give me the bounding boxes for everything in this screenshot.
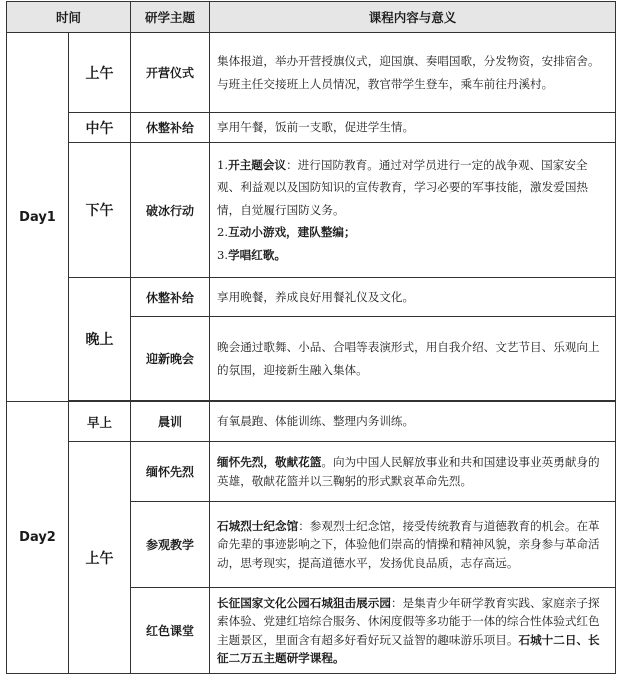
item-number: 1. (217, 157, 229, 172)
day1-morning-topic: 开营仪式 (131, 33, 210, 113)
agenda-item-2 (217, 221, 609, 244)
day2-morning-topic-2: 参观教学 (131, 502, 210, 588)
agenda-item-3 (217, 244, 609, 267)
content-lead: 长征国家文化公园石城狙击展示园 (217, 595, 391, 610)
day1-noon-slot: 中午 (69, 113, 131, 143)
day1-label: Day1 (7, 33, 69, 402)
content-text: 享用晚餐，养成良好用餐礼仪及文化。 (217, 289, 415, 304)
content-text: 有氧晨跑、体能训练、整理内务训练。 (217, 414, 415, 429)
day1-evening-content-1 (210, 278, 616, 317)
day1-afternoon-slot: 下午 (69, 143, 131, 278)
header-row (7, 2, 616, 33)
day2-early-content (210, 402, 616, 442)
item-number: 2. (217, 225, 229, 240)
day2-morning-content-1 (210, 442, 616, 502)
content-body: ：是集青少年研学教育实践、家庭亲子探索体验、党建红培综合服务、休闲度假等多功能于一体的综合性体验式红色主题景区，里面含有超多好看好玩又益智的趣味游乐项目。 (217, 595, 600, 647)
content-text (217, 594, 609, 668)
table-row (7, 143, 616, 278)
table-row (7, 278, 616, 317)
item-number: 3. (217, 247, 229, 262)
day1-evening-slot: 晚上 (69, 278, 131, 401)
header-topic: 研学主题 (131, 2, 210, 33)
day1-evening-content-2 (210, 317, 616, 401)
table-row (7, 402, 616, 442)
day2-morning-content-2 (210, 502, 616, 588)
agenda-item-1 (217, 154, 609, 222)
content-body: 。向为中国人民解放事业和共和国建设事业英勇献身的英雄，敬献花篮并以三鞠躬的形式默哀革命先烈。 (217, 455, 600, 488)
content-lead: 石城烈士纪念馆 (217, 518, 299, 533)
table-row (7, 33, 616, 113)
day1-noon-topic: 休整补给 (131, 113, 210, 143)
content-body: ：参观烈士纪念馆，接受传统教育与道德教育的机会。在革命先辈的事迹影响之下，体验他们崇高的情操和精神风貌，亲身参与革命活动，思考现实，提高道德水平，发扬优良品质，志存高远。 (217, 518, 600, 570)
day2-morning-topic-1: 缅怀先烈 (131, 442, 210, 502)
content-lead: 缅怀先烈，敬献花篮 (217, 455, 322, 469)
item-title: 学唱红歌。 (228, 247, 287, 262)
table-row (7, 113, 616, 143)
item-title: 开主题会议 (228, 157, 287, 172)
day1-evening-topic-2: 迎新晚会 (131, 317, 210, 401)
content-text: 集体报道，举办开营授旗仪式，迎国旗、奏唱国歌，分发物资，安排宿舍。与班主任交接班上人员情况，教官带学生登车，乘车前往丹溪村。 (217, 54, 600, 91)
day1-evening-topic-1: 休整补给 (131, 278, 210, 317)
item-title: 互动小游戏，建队整编； (228, 225, 356, 240)
schedule-table (6, 1, 616, 674)
content-text (217, 453, 609, 490)
day2-morning-slot: 上午 (69, 442, 131, 674)
day2-label: Day2 (7, 402, 69, 674)
content-text: 享用午餐，饭前一支歌，促进学生情。 (217, 120, 415, 135)
table-row (7, 442, 616, 502)
content-text (217, 517, 609, 573)
day2-early-slot: 早上 (69, 402, 131, 442)
header-content: 课程内容与意义 (210, 2, 616, 33)
day2-morning-topic-3: 红色课堂 (131, 588, 210, 674)
day1-noon-content (210, 113, 616, 143)
item-text: ：进行国防教育。通过对学员进行一定的战争观、国家安全观、利益观以及国防知识的宣传教育，学习必要的军事技能，激发爱国热情，自觉履行国防义务。 (217, 157, 589, 217)
day2-morning-content-3 (210, 588, 616, 674)
header-time: 时间 (7, 2, 131, 33)
day1-afternoon-content (210, 143, 616, 278)
day1-morning-content (210, 33, 616, 113)
day1-morning-slot: 上午 (69, 33, 131, 113)
day2-early-topic: 晨训 (131, 402, 210, 442)
content-tail: 石城十二日、长征二万五主题研学课程。 (217, 632, 600, 665)
content-text: 晚会通过歌舞、小品、合唱等表演形式，用自我介绍、文艺节目、乐观向上的氛围，迎接新生融入集体。 (217, 340, 600, 377)
day1-afternoon-topic: 破冰行动 (131, 143, 210, 278)
